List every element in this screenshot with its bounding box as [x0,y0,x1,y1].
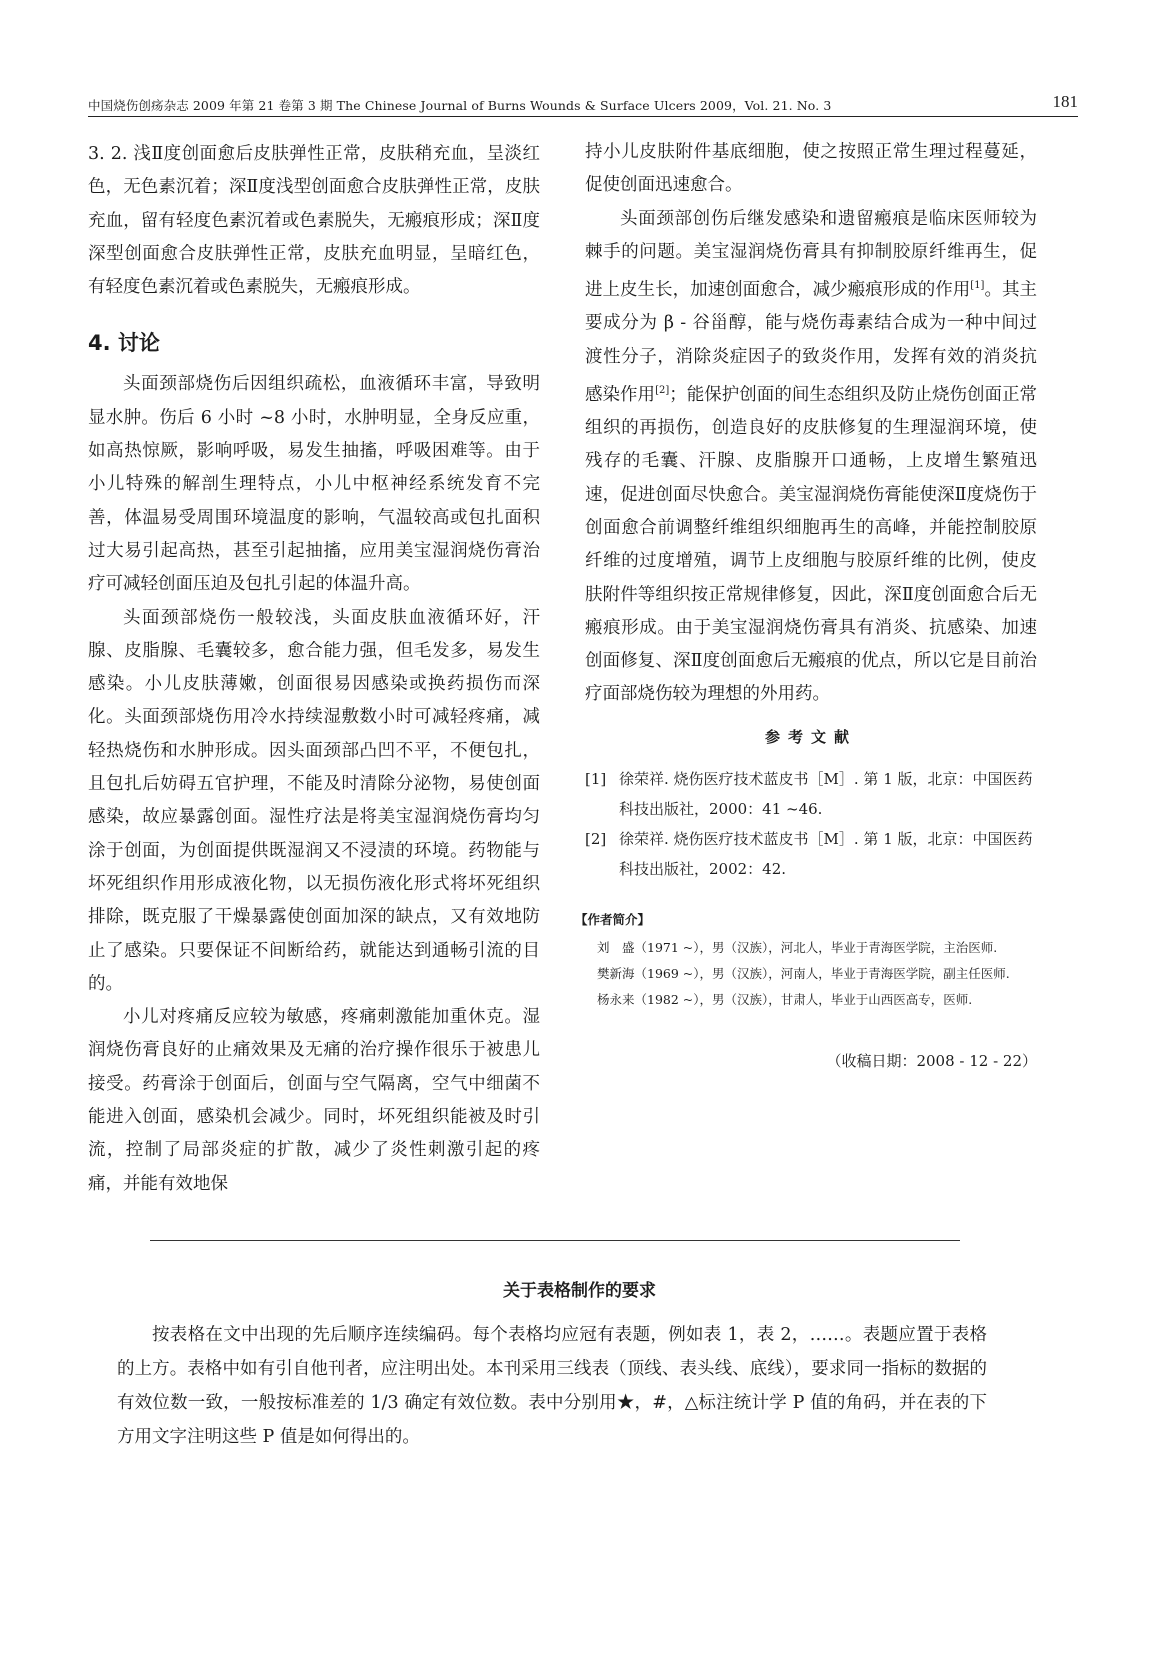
citation-1: [1] [970,280,985,292]
continued-paragraph: 持小儿皮肤附件基底细胞，使之按照正常生理过程蔓延，促使创面迅速愈合。 [585,142,1037,196]
right-column [575,136,1038,1073]
reference-number: [1] [585,769,607,788]
page-number: 181 [1052,92,1078,111]
reference-item [585,764,1037,824]
author-intro-title: 【作者简介】 [575,911,651,927]
header-rule [88,116,1078,117]
section-4-title: 4. 讨论 [88,331,160,356]
paragraph-4-part-a: 头面颈部创伤后继发感染和遗留瘢痕是临床医师较为棘手的问题。美宝湿润烧伤膏具有抑制胶原纤维再生，促进上皮生长，加速创面愈合，减少瘢痕形成的作用 [585,208,1037,301]
reference-text: 徐荣祥. 烧伤医疗技术蓝皮书［M］. 第 1 版，北京：中国医药科技出版社，2000：41 ~46. [619,769,1033,818]
paragraph-4-part-b: 。其主要成分为 β - 谷甾醇，能与烧伤毒素结合成为一种中间过渡性分子，消除炎症因子的致炎作用，发挥有效的消炎抗感染作用 [585,280,1038,405]
discussion-paragraph-4 [585,203,1037,712]
running-header [88,92,1078,118]
citation-2: [2] [655,384,670,396]
author-entry: 樊新海（1969 ~），男（汉族），河南人，毕业于青海医学院，副主任医师. [597,965,1010,981]
reference-item [585,824,1037,884]
reference-number: [2] [585,829,607,848]
discussion-paragraph-2: 头面颈部烧伤一般较浅，头面皮肤血液循环好，汗腺、皮脂腺、毛囊较多，愈合能力强，但毛发多，易发生感染。小儿皮肤薄嫩，创面很易因感染或换药损伤而深化。头面颈部烧伤用冷水持续湿敷数小时可减轻疼痛，减轻热烧伤和水肿形成。因头面颈部凸凹不平，不便包扎，且包扎后妨碍五官护理，不能及时清除分泌物，易使创面感染，故应暴露创面。湿性疗法是将美宝湿润烧伤膏均匀涂于创面，为创面提供既湿润又不浸渍的环境。药物能与坏死组织作用形成液化物，以无损伤液化形式将坏死组织排除，既克服了干燥暴露使创面加深的缺点，又有效地防止了感染。只要保证不间断给药，就能达到通畅引流的目的。 [88,607,540,994]
left-column [88,138,540,1201]
received-date: （收稿日期：2008 - 12 - 22） [826,1051,1037,1070]
paragraph-3-2: 3. 2. 浅Ⅱ度创面愈后皮肤弹性正常，皮肤稍充血，呈淡红色，无色素沉着；深Ⅱ度浅型创面愈合皮肤弹性正常，皮肤充血，留有轻度色素沉着或色素脱失，无瘢痕形成；深Ⅱ度深型创面愈合皮肤弹性正常，皮肤充血明显，呈暗红色，有轻度色素沉着或色素脱失，无瘢痕形成。 [88,144,540,298]
references-title: 参考文献 [764,727,857,746]
running-title: 中国烧伤创疡杂志 2009 年第 21 卷第 3 期 The Chinese Journal of Burns Wounds & Surface Ulcers 2009，Vol. 21. No. 3 [88,98,832,113]
reference-text: 徐荣祥. 烧伤医疗技术蓝皮书［M］. 第 1 版，北京：中国医药科技出版社，2002：42. [619,829,1033,878]
paragraph-4-part-c: ；能保护创面的间生态组织及防止烧伤创面正常组织的再损伤，创造良好的皮肤修复的生理湿润环境，使残存的毛囊、汗腺、皮脂腺开口通畅，上皮增生繁殖迅速，促进创面尽快愈合。美宝湿润烧伤膏能使深Ⅱ度烧伤于创面愈合前调整纤维组织细胞再生的高峰，并能控制胶原纤维的过度增殖，调节上皮细胞与胶原纤维的比例，使皮肤附件等组织按正常规律修复，因此，深Ⅱ度创面愈合后无瘢痕形成。由于美宝湿润烧伤膏具有消炎、抗感染、加速创面修复、深Ⅱ度创面愈后无瘢痕的优点，所以它是目前治疗面部烧伤较为理想的外用药。 [585,384,1038,705]
discussion-paragraph-1: 头面颈部烧伤后因组织疏松，血液循环丰富，导致明显水肿。伤后 6 小时 ~8 小时，水肿明显，全身反应重，如高热惊厥，影响呼吸，易发生抽搐，呼吸困难等。由于小儿特殊的解剖生理特点，小儿中枢神经系统发育不完善，体温易受周围环境温度的影响，气温较高或包扎面积过大易引起高热，甚至引起抽搐，应用美宝湿润烧伤膏治疗可减轻创面压迫及包扎引起的体温升高。 [88,374,540,595]
notice-title: 关于表格制作的要求 [503,1281,656,1301]
discussion-paragraph-3: 小儿对疼痛反应较为敏感，疼痛刺激能加重休克。湿润烧伤膏良好的止痛效果及无痛的治疗操作很乐于被患儿接受。药膏涂于创面后，创面与空气隔离，空气中细菌不能进入创面，感染机会减少。同时，坏死组织能被及时引流，控制了局部炎症的扩散，减少了炎性刺激引起的疼痛，并能有效地保 [88,1007,540,1194]
author-entry: 杨永来（1982 ~），男（汉族），甘肃人，毕业于山西医高专，医师. [597,991,973,1007]
author-entry: 刘 盛（1971 ~），男（汉族），河北人，毕业于青海医学院，主治医师. [597,939,998,955]
notice-body: 按表格在文中出现的先后顺序连续编码。每个表格均应冠有表题，例如表 1，表 2，……。表题应置于表格的上方。表格中如有引自他刊者，应注明出处。本刊采用三线表（顶线、表头线、底线），要求同一指标的数据的有效位数一致，一般按标准差的 1/3 确定有效位数。表中分别用★，#，△标注统计学 P 值的角码，并在表的下方用文字注明这些 P 值是如何得出的。 [117,1325,987,1447]
section-divider [150,1240,960,1241]
